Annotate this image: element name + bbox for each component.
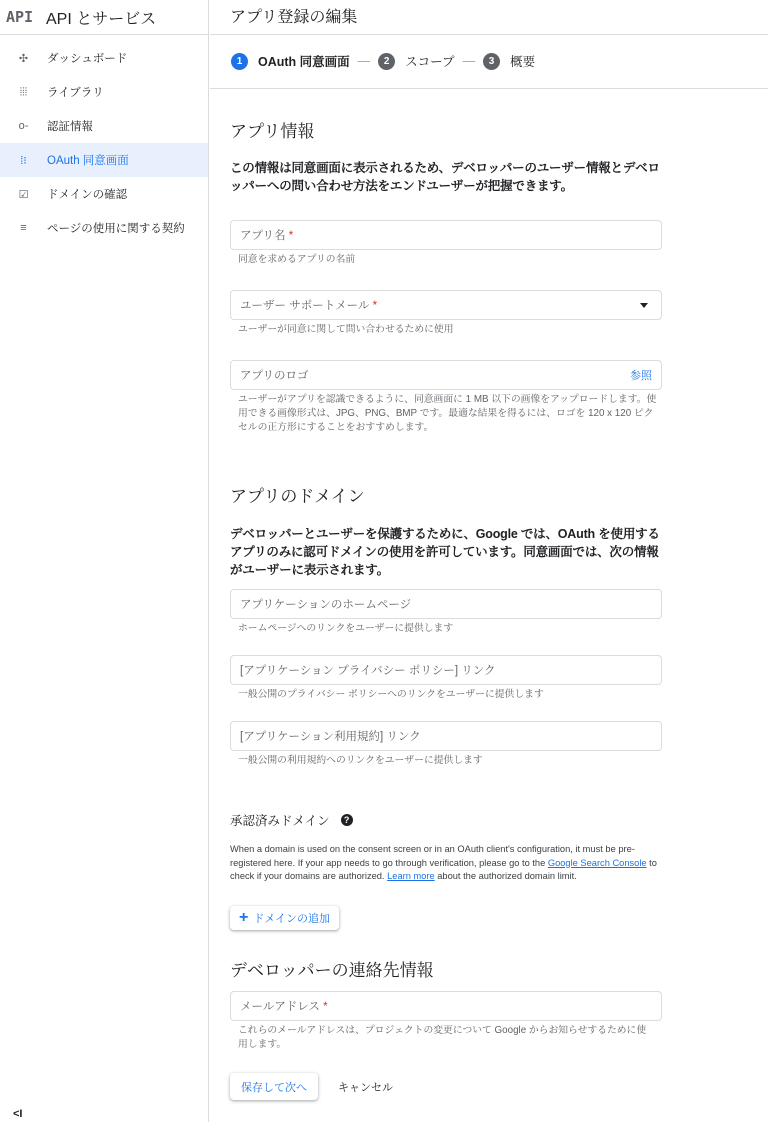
app-name-hint: 同意を求めるアプリの名前	[238, 254, 356, 265]
privacy-policy-input[interactable]	[230, 655, 662, 685]
homepage-input[interactable]	[230, 589, 662, 619]
dashboard-icon: ✣	[18, 52, 29, 65]
step-number: 3	[483, 53, 500, 70]
step-number: 1	[231, 53, 248, 70]
field-placeholder: アプリケーションのホームページ	[240, 599, 412, 611]
developer-email-hint: これらのメールアドレスは、プロジェクトの変更について Google からお知らせするために使用します。	[238, 1025, 647, 1050]
text: When a domain is used on the consent screen or in an OAuth client's configuration, it must be pre-registered here. If your app needs to go through verification, please go to the	[230, 844, 635, 868]
checkbox-icon: ☑	[18, 188, 29, 201]
authorized-domains-heading	[230, 811, 662, 829]
app-logo-hint: ユーザーがアプリを認識できるように、同意画面に 1 MB 以下の画像をアップロードします。使用できる画像形式は、JPG、PNG、BMP です。最適な結果を得るには、ロゴを 120 x 120 ピクセルの正方形にすることをおすすめします。	[238, 394, 657, 433]
required-mark: *	[372, 300, 378, 312]
sidebar-nav	[0, 41, 208, 245]
app-info-description: この情報は同意画面に表示されるため、デベロッパーのユーザー情報とデベロッパーへの問い合わせ方法をエンドユーザーが把握できます。	[230, 161, 660, 193]
sidebar	[0, 0, 209, 1122]
support-email-hint: ユーザーが同意に関して問い合わせるために使用	[238, 324, 454, 335]
field-label: アプリのロゴ	[240, 370, 309, 382]
app-info-heading: アプリ情報	[230, 122, 315, 141]
button-label: ドメインの追加	[253, 913, 331, 925]
field-label: メールアドレス	[240, 1001, 320, 1013]
developer-contact-heading: デベロッパーの連絡先情報	[230, 961, 434, 980]
divider	[210, 34, 768, 35]
settings-list-icon: ≡	[20, 222, 27, 234]
app-logo-input[interactable]	[230, 360, 662, 390]
api-logo-icon: API	[6, 8, 34, 26]
page-title: アプリ登録の編集	[230, 9, 358, 26]
step-oauth-consent: OAuth 同意画面	[258, 55, 350, 69]
step-number: 2	[378, 53, 395, 70]
homepage-hint: ホームページへのリンクをユーザーに提供します	[238, 623, 454, 634]
sidebar-title: API とサービス	[46, 10, 157, 28]
step-separator: —	[357, 54, 371, 68]
developer-email-input[interactable]	[230, 991, 662, 1021]
field-label: ユーザー サポートメール	[240, 300, 370, 312]
plus-icon: +	[239, 909, 249, 926]
google-search-console-link[interactable]: Google Search Console	[547, 857, 647, 868]
field-placeholder: [アプリケーション利用規約] リンク	[240, 731, 421, 743]
sidebar-item-label: ダッシュボード	[47, 53, 128, 65]
field-placeholder: [アプリケーション プライバシー ポリシー] リンク	[240, 665, 496, 677]
dropdown-arrow-icon	[640, 303, 648, 308]
stepper	[231, 52, 535, 70]
save-and-continue-button[interactable]: 保存して次へ	[230, 1073, 318, 1100]
step-separator: —	[462, 54, 476, 68]
sidebar-item-credentials[interactable]	[0, 109, 208, 143]
browse-button[interactable]: 参照	[630, 370, 652, 382]
text: about the authorized domain limit.	[434, 871, 577, 881]
sidebar-item-label: ページの使用に関する契約	[47, 223, 185, 235]
heading-text: 承認済みドメイン	[230, 814, 330, 828]
app-name-input[interactable]	[230, 220, 662, 250]
text: to check if your domains are authorized.	[230, 857, 657, 881]
sidebar-item-label: ライブラリ	[47, 87, 104, 99]
step-summary: 概要	[510, 55, 536, 69]
support-email-select[interactable]	[230, 290, 662, 320]
step-scopes: スコープ	[405, 55, 455, 69]
library-icon: ⦙⦙⦙	[19, 85, 28, 98]
field-label: アプリ名	[240, 230, 286, 242]
key-icon: o‑	[18, 120, 29, 132]
app-domain-heading: アプリのドメイン	[230, 487, 365, 506]
app-domain-description: デベロッパーとユーザーを保護するために、Google では、OAuth を使用するアプリのみに認可ドメインの使用を許可しています。同意画面では、次の情報がユーザーに表示されます。	[230, 527, 660, 577]
cancel-button[interactable]: キャンセル	[338, 1081, 393, 1094]
authorized-domains-description	[230, 843, 670, 884]
consent-screen-icon: ⁞⁝	[20, 154, 27, 167]
sidebar-header	[0, 0, 208, 35]
sidebar-item-label: ドメインの確認	[47, 189, 128, 201]
sidebar-item-oauth-consent[interactable]	[0, 143, 208, 177]
sidebar-item-page-usage-agreements[interactable]	[0, 211, 208, 245]
divider	[210, 88, 768, 89]
learn-more-link[interactable]: Learn more	[387, 871, 435, 881]
sidebar-item-library[interactable]	[0, 75, 208, 109]
sidebar-item-label: OAuth 同意画面	[47, 155, 129, 167]
terms-of-service-hint: 一般公開の利用規約へのリンクをユーザーに提供します	[238, 755, 483, 766]
sidebar-item-label: 認証情報	[47, 121, 93, 133]
privacy-policy-hint: 一般公開のプライバシー ポリシーへのリンクをユーザーに提供します	[238, 689, 544, 700]
terms-of-service-input[interactable]	[230, 721, 662, 751]
sidebar-item-dashboard[interactable]	[0, 41, 208, 75]
sidebar-item-domain-verification[interactable]	[0, 177, 208, 211]
required-mark: *	[323, 1001, 328, 1013]
main-content	[210, 0, 768, 1122]
collapse-sidebar-button[interactable]: <I	[13, 1108, 23, 1120]
required-mark: *	[288, 230, 294, 242]
add-domain-button[interactable]	[230, 906, 339, 930]
help-icon[interactable]: ?	[341, 814, 353, 826]
